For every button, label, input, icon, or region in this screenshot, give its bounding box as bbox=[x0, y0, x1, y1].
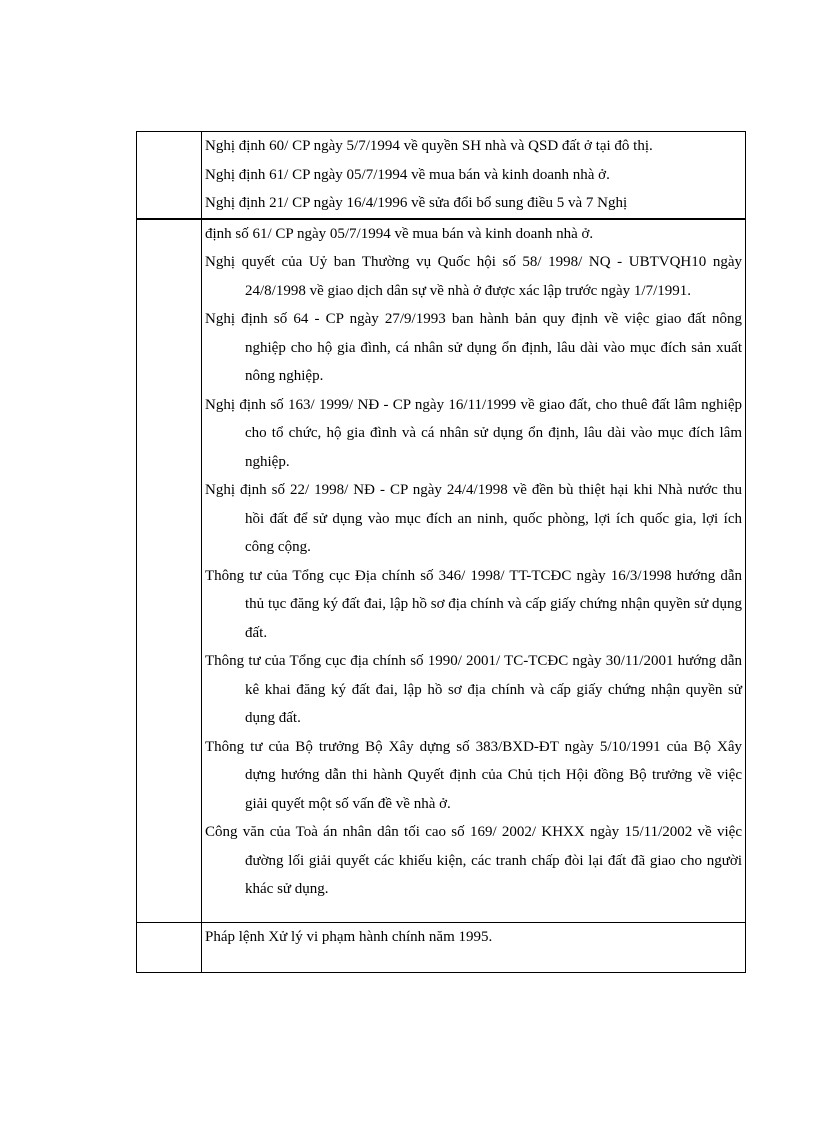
legal-documents-table bbox=[136, 131, 746, 973]
left-cell bbox=[137, 922, 202, 972]
list-item: Thông tư của Bộ trưởng Bộ Xây dựng số 383/BXD-ĐT ngày 5/10/1991 của Bộ Xây dựng hướng dẫn thi hành Quyết định của Chủ tịch Hội đồng Bộ trưởng về việc giải quyết một số vấn đề về nhà ở. bbox=[205, 738, 742, 812]
list-item: Thông tư của Tổng cục Địa chính số 346/ 1998/ TT-TCĐC ngày 16/3/1998 hướng dẫn thủ tục đăng ký đất đai, lập hồ sơ địa chính và cấp giấy chứng nhận quyền sử dụng đất. bbox=[205, 567, 742, 641]
list-item: Nghị định 61/ CP ngày 05/7/1994 về mua bán và kinh doanh nhà ở. bbox=[205, 166, 610, 183]
content-cell bbox=[202, 132, 746, 219]
list-item: Công văn của Toà án nhân dân tối cao số 169/ 2002/ KHXX ngày 15/11/2002 về việc đường lối giải quyết các khiếu kiện, các tranh chấp đòi lại đất đã giao cho người khác sử dụng. bbox=[205, 824, 742, 897]
list-item: Nghị định số 163/ 1999/ NĐ - CP ngày 16/11/1999 về giao đất, cho thuê đất lâm nghiệp cho tổ chức, hộ gia đình và cá nhân sử dụng ổn định, lâu dài vào mục đích lâm nghiệp. bbox=[205, 396, 742, 470]
list-item: Nghị quyết của Uỷ ban Thường vụ Quốc hội số 58/ 1998/ NQ - UBTVQH10 ngày 24/8/1998 về giao dịch dân sự về nhà ở được xác lập trước ngày 1/7/1991. bbox=[205, 254, 742, 299]
continuation-line: định số 61/ CP ngày 05/7/1994 về mua bán và kinh doanh nhà ở. bbox=[205, 225, 594, 242]
list-item: Nghị định số 64 - CP ngày 27/9/1993 ban hành bản quy định về việc giao đất nông nghiệp cho hộ gia đình, cá nhân sử dụng ổn định, lâu dài vào mục đích sản xuất nông nghiệp. bbox=[205, 311, 742, 384]
content-cell bbox=[202, 922, 746, 972]
list-item: Nghị định 21/ CP ngày 16/4/1996 về sửa đổi bổ sung điều 5 và 7 Nghị bbox=[205, 195, 628, 211]
content-cell bbox=[202, 219, 746, 923]
table-row bbox=[137, 132, 746, 219]
table-row bbox=[137, 922, 746, 972]
list-item: Nghị định 60/ CP ngày 5/7/1994 về quyền SH nhà và QSD đất ở tại đô thị. bbox=[205, 138, 653, 154]
left-cell bbox=[137, 219, 202, 923]
list-item: Thông tư của Tổng cục địa chính số 1990/ 2001/ TC-TCĐC ngày 30/11/2001 hướng dẫn kê khai đăng ký đất đai, lập hồ sơ địa chính và cấp giấy chứng nhận quyền sử dụng đất. bbox=[205, 653, 742, 726]
list-item: Nghị định số 22/ 1998/ NĐ - CP ngày 24/4/1998 về đền bù thiệt hại khi Nhà nước thu hồi đất để sử dụng vào mục đích an ninh, quốc phòng, lợi ích quốc gia, lợi ích công cộng. bbox=[205, 482, 742, 555]
left-cell bbox=[137, 132, 202, 219]
table-row bbox=[137, 219, 746, 923]
list-item: Pháp lệnh Xử lý vi phạm hành chính năm 1995. bbox=[205, 928, 493, 945]
